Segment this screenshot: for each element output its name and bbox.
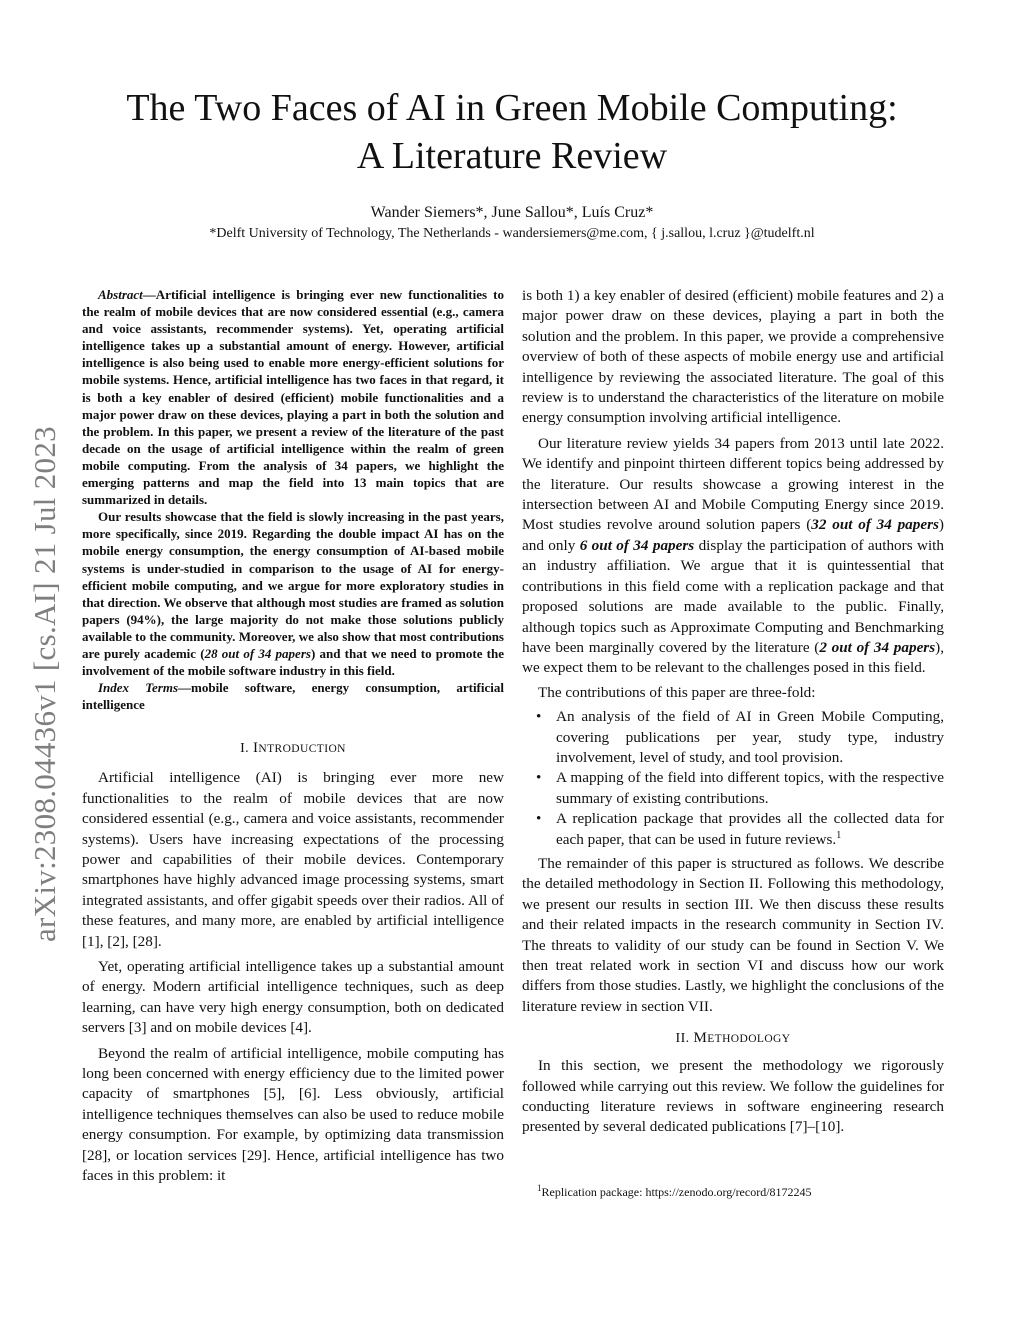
methodology-paragraph-1: In this section, we present the methodology we rigorously followed while carrying out this review. We follow the guidelines for conducting literature reviews in software engineering research presented by several dedicated publications [7]–[10]. — [522, 1057, 944, 1136]
abstract-text-2a: Our results showcase that the field is slowly increasing in the past years, more specifically, since 2019. Regarding the double impact AI has on the mobile energy consumption, the energy consumption of AI-based mobile systems is under-studied in comparison to the usage of AI for energy-efficient mobile computing, and we argue for more exploratory studies in that direction. We observe that although most studies are framed as solution papers (94%), the large majority do not make those solutions publicly available to the community. Moreover, we also show that most contributions are purely academic ( — [82, 509, 504, 661]
abstract — [82, 286, 504, 713]
abstract-label: Abstract — [98, 287, 143, 302]
arxiv-identifier: arXiv:2308.04436v1 [cs.AI] 21 Jul 2023 — [27, 426, 62, 942]
title-line-1: The Two Faces of AI in Green Mobile Computing: — [126, 87, 898, 129]
list-item — [522, 707, 944, 768]
affiliation: *Delft University of Technology, The Netherlands - wandersiemers@me.com, { j.sallou, l.cruz }@tudelft.nl — [209, 226, 815, 241]
p5-emphasis-1: 32 out of 34 papers — [811, 516, 939, 534]
p5-text-d: ), we expect them to be relevant to the challenges posed in this field. — [522, 638, 944, 677]
section-rest: ETHODOLOGY — [707, 1033, 791, 1046]
contributions-list — [522, 707, 944, 850]
p5-text-c: display the participation of authors with an industry affiliation. We argue that it is quintessential that contributions in this field come with a replication package and that proposed solutions are made available to the public. Finally, although topics such as Approximate Computing and Benchmarking have been marginally covered by the literature ( — [522, 536, 944, 656]
bullet-icon: • — [536, 769, 542, 787]
p5-emphasis-2: 6 out of 34 papers — [579, 536, 695, 554]
author-list: Wander Siemers*, June Sallou*, Luís Cruz* — [370, 204, 654, 221]
section-initial: I — [253, 740, 259, 757]
intro-paragraph-2: Yet, operating artificial intelligence takes up a substantial amount of energy. Modern artificial intelligence techniques, such as deep learning, can have very high energy consumption, both on dedicated servers [3] and on mobile devices [4]. — [82, 958, 504, 1037]
bullet-icon: • — [536, 810, 542, 828]
p5-text-a: Our literature review yields 34 papers from 2013 until late 2022. We identify and pinpoint thirteen different topics being addressed by the literature. Our results showcase a growing interest in the intersection between AI and Mobile Computing Energy since 2019. Most studies revolve around solution papers ( — [522, 434, 944, 534]
list-item-text: An analysis of the field of AI in Green Mobile Computing, covering publications per year, study type, industry involvement, level of study, and tool provision. — [556, 708, 944, 766]
bullet-icon: • — [536, 708, 542, 726]
abstract-paragraph-2 — [82, 508, 504, 679]
abstract-text-1: —Artificial intelligence is bringing ever new functionalities to the realm of mobile devices that are now considered essential (e.g., camera and voice assistants, recommender systems). Yet, operating artificial intelligence takes up a substantial amount of energy. However, artificial intelligence is also being used to enable more energy-efficient solutions for mobile systems. Hence, artificial intelligence has two faces in that regard, it is both a key enabler of desired (efficient) mobile functionalities and a major power draw on these devices, playing a part in both the solution and the problem. In this paper, we present a review of the literature of the past decade on the usage of artificial intelligence within the realm of green mobile computing. From the analysis of 34 papers, we highlight the emerging patterns and map the field into 13 main topics that are summarized in details. — [82, 287, 504, 508]
paper-title — [0, 84, 1024, 180]
title-line-2: A Literature Review — [356, 135, 668, 177]
section-initial: M — [693, 1030, 708, 1047]
section-number: I. — [240, 741, 253, 757]
intro-paragraph-4: is both 1) a key enabler of desired (efficient) mobile features and 2) a major power draw on these devices, playing a part in both the solution and the problem. In this paper, we provide a comprehensive overview of both of these aspects of mobile energy use and artificial intelligence by reviewing the associated literature. The goal of this review is to understand the characteristics of the literature on mobile energy consumption involving artificial intelligence. — [522, 287, 944, 427]
index-terms-text: —mobile software, energy consumption, artificial intelligence — [82, 680, 504, 713]
intro-paragraph-6: The remainder of this paper is structured as follows. We describe the detailed methodology in Section II. Following this methodology, we present our results in section III. We then discuss these results and their related impacts in the research community in Section IV. The threats to validity of our study can be found in Section V. We then treat related work in section VI and discuss how our work differs from those studies. Lastly, we highlight the conclusions of the literature review in section VII. — [522, 854, 944, 1015]
left-column — [82, 286, 504, 1186]
index-terms-label: Index Terms — [98, 680, 179, 696]
abstract-text-2b: ) and that we need to promote the involvement of the mobile software industry in this field. — [82, 645, 505, 679]
section-number: II. — [675, 1031, 694, 1047]
intro-paragraph-3: Beyond the realm of artificial intelligence, mobile computing has long been concerned with energy efficiency due to the limited power capacity of smartphones [5], [6]. Less obviously, artificial intelligence techniques themselves can also be used to reduce mobile energy consumption. For example, by optimizing data transmission [28], or location services [29]. Hence, artificial intelligence has two faces in this problem: it — [82, 1044, 504, 1185]
list-item-text: A mapping of the field into different topics, with the respective summary of existing contributions. — [556, 769, 944, 807]
intro-paragraph-1: Artificial intelligence (AI) is bringing ever more new functionalities to the realm of mobile devices that are now considered essential (e.g., camera and voice assistants, recommender systems). Users have increasing expectations of the processing power and capabilities of their mobile devices. Contemporary smartphones have highly advanced image processing systems, smart integrated assistants, and offer gigabit speeds over their radios. All of these features, and many more, are enabled by artificial intelligence [1], [2], [28]. — [82, 769, 504, 950]
section-heading-introduction — [82, 739, 504, 758]
intro-paragraph-5 — [522, 434, 944, 679]
footnote-number: 1 — [537, 1183, 542, 1193]
list-item-text: A replication package that provides all the collected data for each paper, that can be used in future reviews. — [556, 810, 944, 848]
p5-emphasis-3: 2 out of 34 papers — [819, 638, 936, 656]
contributions-lead: The contributions of this paper are three-fold: — [538, 683, 816, 701]
right-column — [522, 286, 944, 1138]
footnote — [537, 1184, 812, 1200]
section-rest: NTRODUCTION — [258, 743, 346, 756]
list-item — [522, 768, 944, 809]
abstract-paragraph-1 — [82, 286, 504, 508]
footnote-marker[interactable]: 1 — [836, 829, 842, 841]
index-terms — [82, 679, 504, 713]
list-item — [522, 809, 944, 850]
p5-text-b: ) and only — [522, 516, 944, 554]
abstract-emphasis: 28 out of 34 papers — [204, 645, 311, 661]
footnote-text: Replication package: https://zenodo.org/record/8172245 — [541, 1185, 812, 1199]
section-heading-methodology — [522, 1029, 944, 1048]
